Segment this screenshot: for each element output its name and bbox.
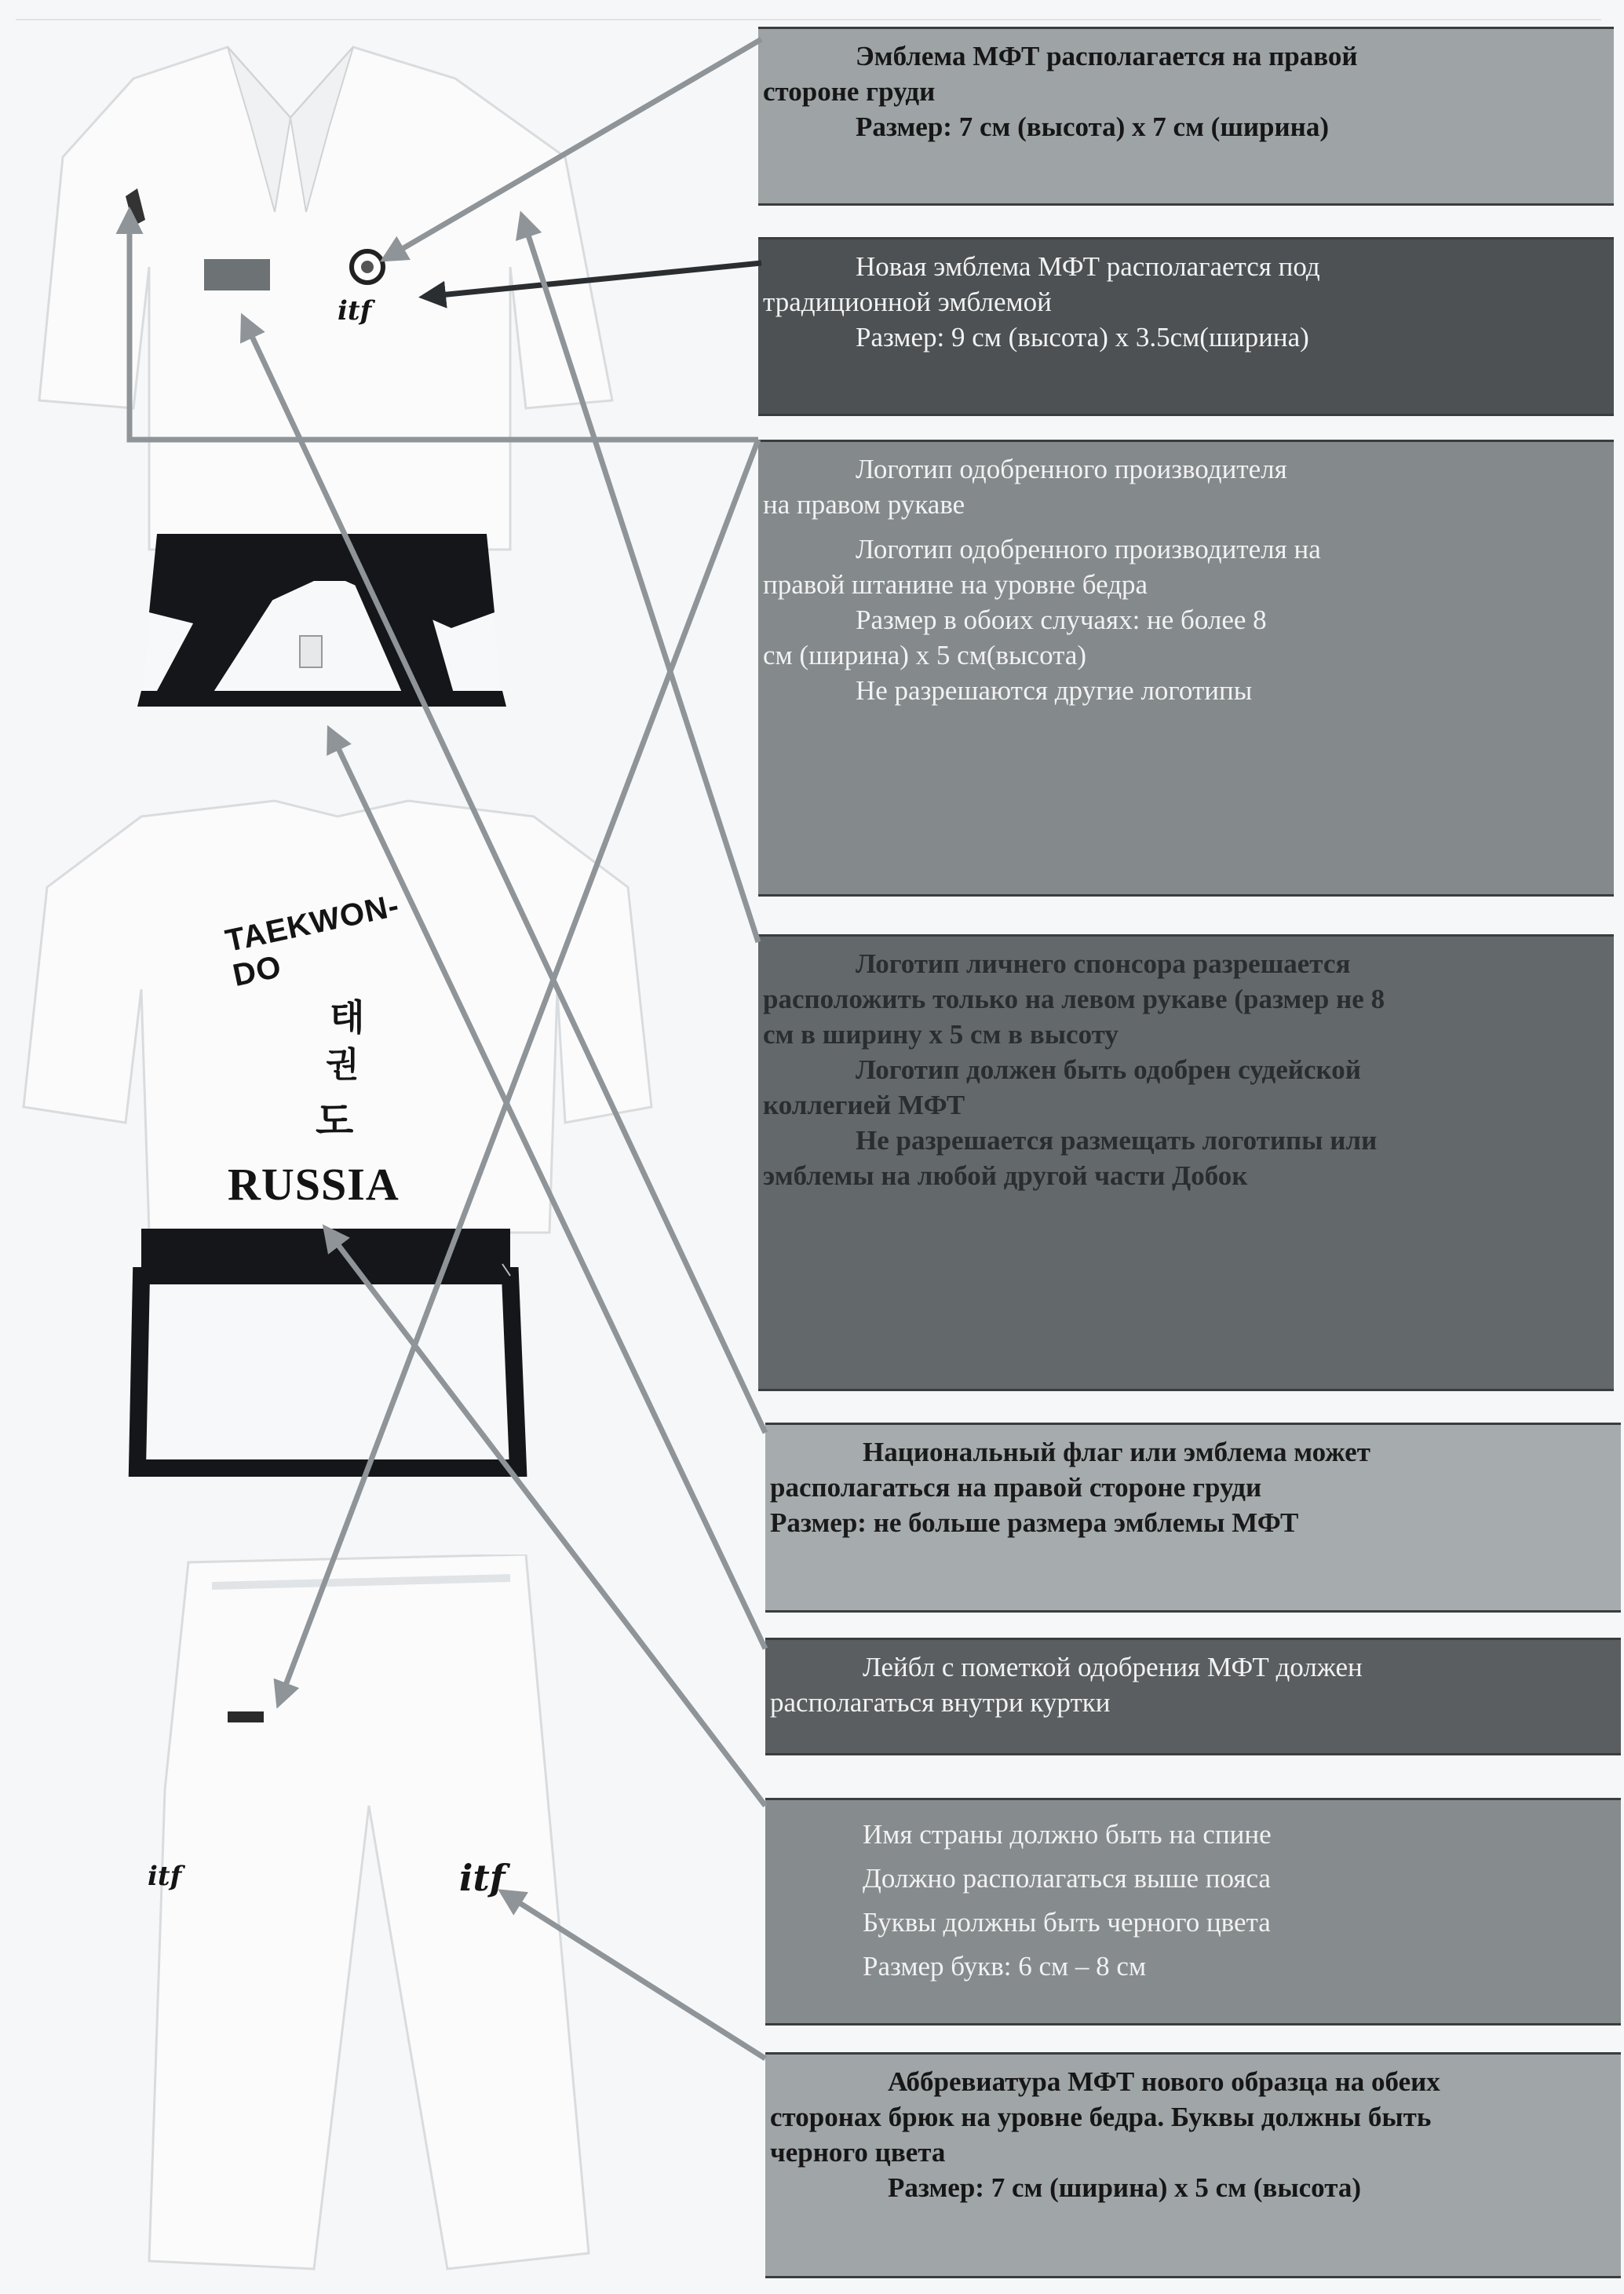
inner-label (300, 636, 322, 667)
note-line: Логотип одобренного производителя на (856, 534, 1321, 564)
note-line: правой штанине на уровне бедра (763, 569, 1148, 600)
pants-itf-mark-right: itf (459, 1857, 505, 1899)
note-line: Не разрешается размещать логотипы или (856, 1125, 1378, 1156)
note-line: см (ширина) х 5 см(высота) (763, 640, 1087, 670)
jacket-front-figure (16, 31, 620, 738)
note-line: на правом рукаве (763, 489, 965, 520)
note-line: Не разрешаются другие логотипы (856, 675, 1253, 706)
back-arc-text: TAEKWON-DO (222, 888, 403, 994)
chest-itf-mark: itf (338, 295, 372, 327)
note-line: Эмблема МФТ располагается на правой (856, 41, 1358, 71)
note-box-national-flag (765, 1423, 1621, 1613)
note-line: Имя страны должно быть на спине (863, 1819, 1272, 1850)
note-box-manufacturer-logo (758, 440, 1614, 897)
pants-itf-mark-left: itf (148, 1861, 182, 1892)
note-line: черного цвета (770, 2137, 946, 2168)
note-line: Логотип личнего спонсора разрешается (856, 948, 1351, 979)
back-hangul-1: 태 (330, 996, 365, 1039)
note-line: сторонах брюк на уровне бедра. Буквы должны быть (770, 2102, 1432, 2132)
note-line: Аббревиатура МФТ нового образца на обеих (888, 2066, 1440, 2097)
back-skirt (137, 1276, 518, 1468)
note-line: Лейбл с пометкой одобрения МФТ должен (863, 1652, 1363, 1682)
flag-patch (204, 259, 270, 290)
note-line: Размер в обоих случаях: не более 8 (856, 605, 1267, 635)
note-box-approval-label (765, 1638, 1621, 1755)
note-line: см в ширину х 5 см в высоту (763, 1019, 1119, 1050)
top-rule (16, 19, 1601, 20)
note-line: Логотип должен быть одобрен судейской (856, 1054, 1361, 1085)
note-line: стороне груди (763, 76, 936, 107)
note-line: коллегией МФТ (763, 1090, 965, 1120)
pants-maker-logo (228, 1711, 264, 1722)
note-line: Должно располагаться выше пояса (863, 1863, 1271, 1894)
note-line: Размер: 9 см (высота) х 3.5см(ширина) (856, 322, 1309, 353)
pants-figure (118, 1554, 620, 2285)
note-line: Размер: 7 см (высота) х 7 см (ширина) (856, 111, 1329, 142)
note-line: располагаться на правой стороне груди (770, 1472, 1262, 1503)
note-line: Национальный флаг или эмблема может (863, 1437, 1370, 1467)
front-hem (137, 691, 506, 707)
note-box-itf-abbreviation (765, 2052, 1621, 2278)
note-box-itf-emblem (758, 27, 1614, 206)
note-line: Размер: не больше размера эмблемы МФТ (770, 1507, 1299, 1538)
back-hangul-2: 권 (326, 1045, 359, 1085)
note-line: Размер: 7 см (ширина) х 5 см (высота) (888, 2172, 1361, 2203)
note-line: Буквы должны быть черного цвета (863, 1907, 1271, 1938)
note-box-country-name (765, 1798, 1621, 2026)
note-line: Новая эмблема МФТ располагается под (856, 251, 1320, 282)
note-box-new-emblem (758, 237, 1614, 416)
note-line: Логотип одобренного производителя (856, 454, 1287, 484)
note-line: эмблемы на любой другой части Добок (763, 1160, 1248, 1191)
note-box-sponsor-logo (758, 934, 1614, 1391)
note-line: расположить только на левом рукаве (размер не 8 (763, 984, 1385, 1014)
note-line: традиционной эмблемой (763, 287, 1052, 317)
back-hangul-3: 도 (316, 1098, 354, 1144)
note-line: Размер букв: 6 см – 8 см (863, 1951, 1147, 1982)
note-line: располагаться внутри куртки (770, 1687, 1111, 1718)
back-country-name: RUSSIA (228, 1159, 400, 1210)
pants-body (149, 1554, 589, 2269)
